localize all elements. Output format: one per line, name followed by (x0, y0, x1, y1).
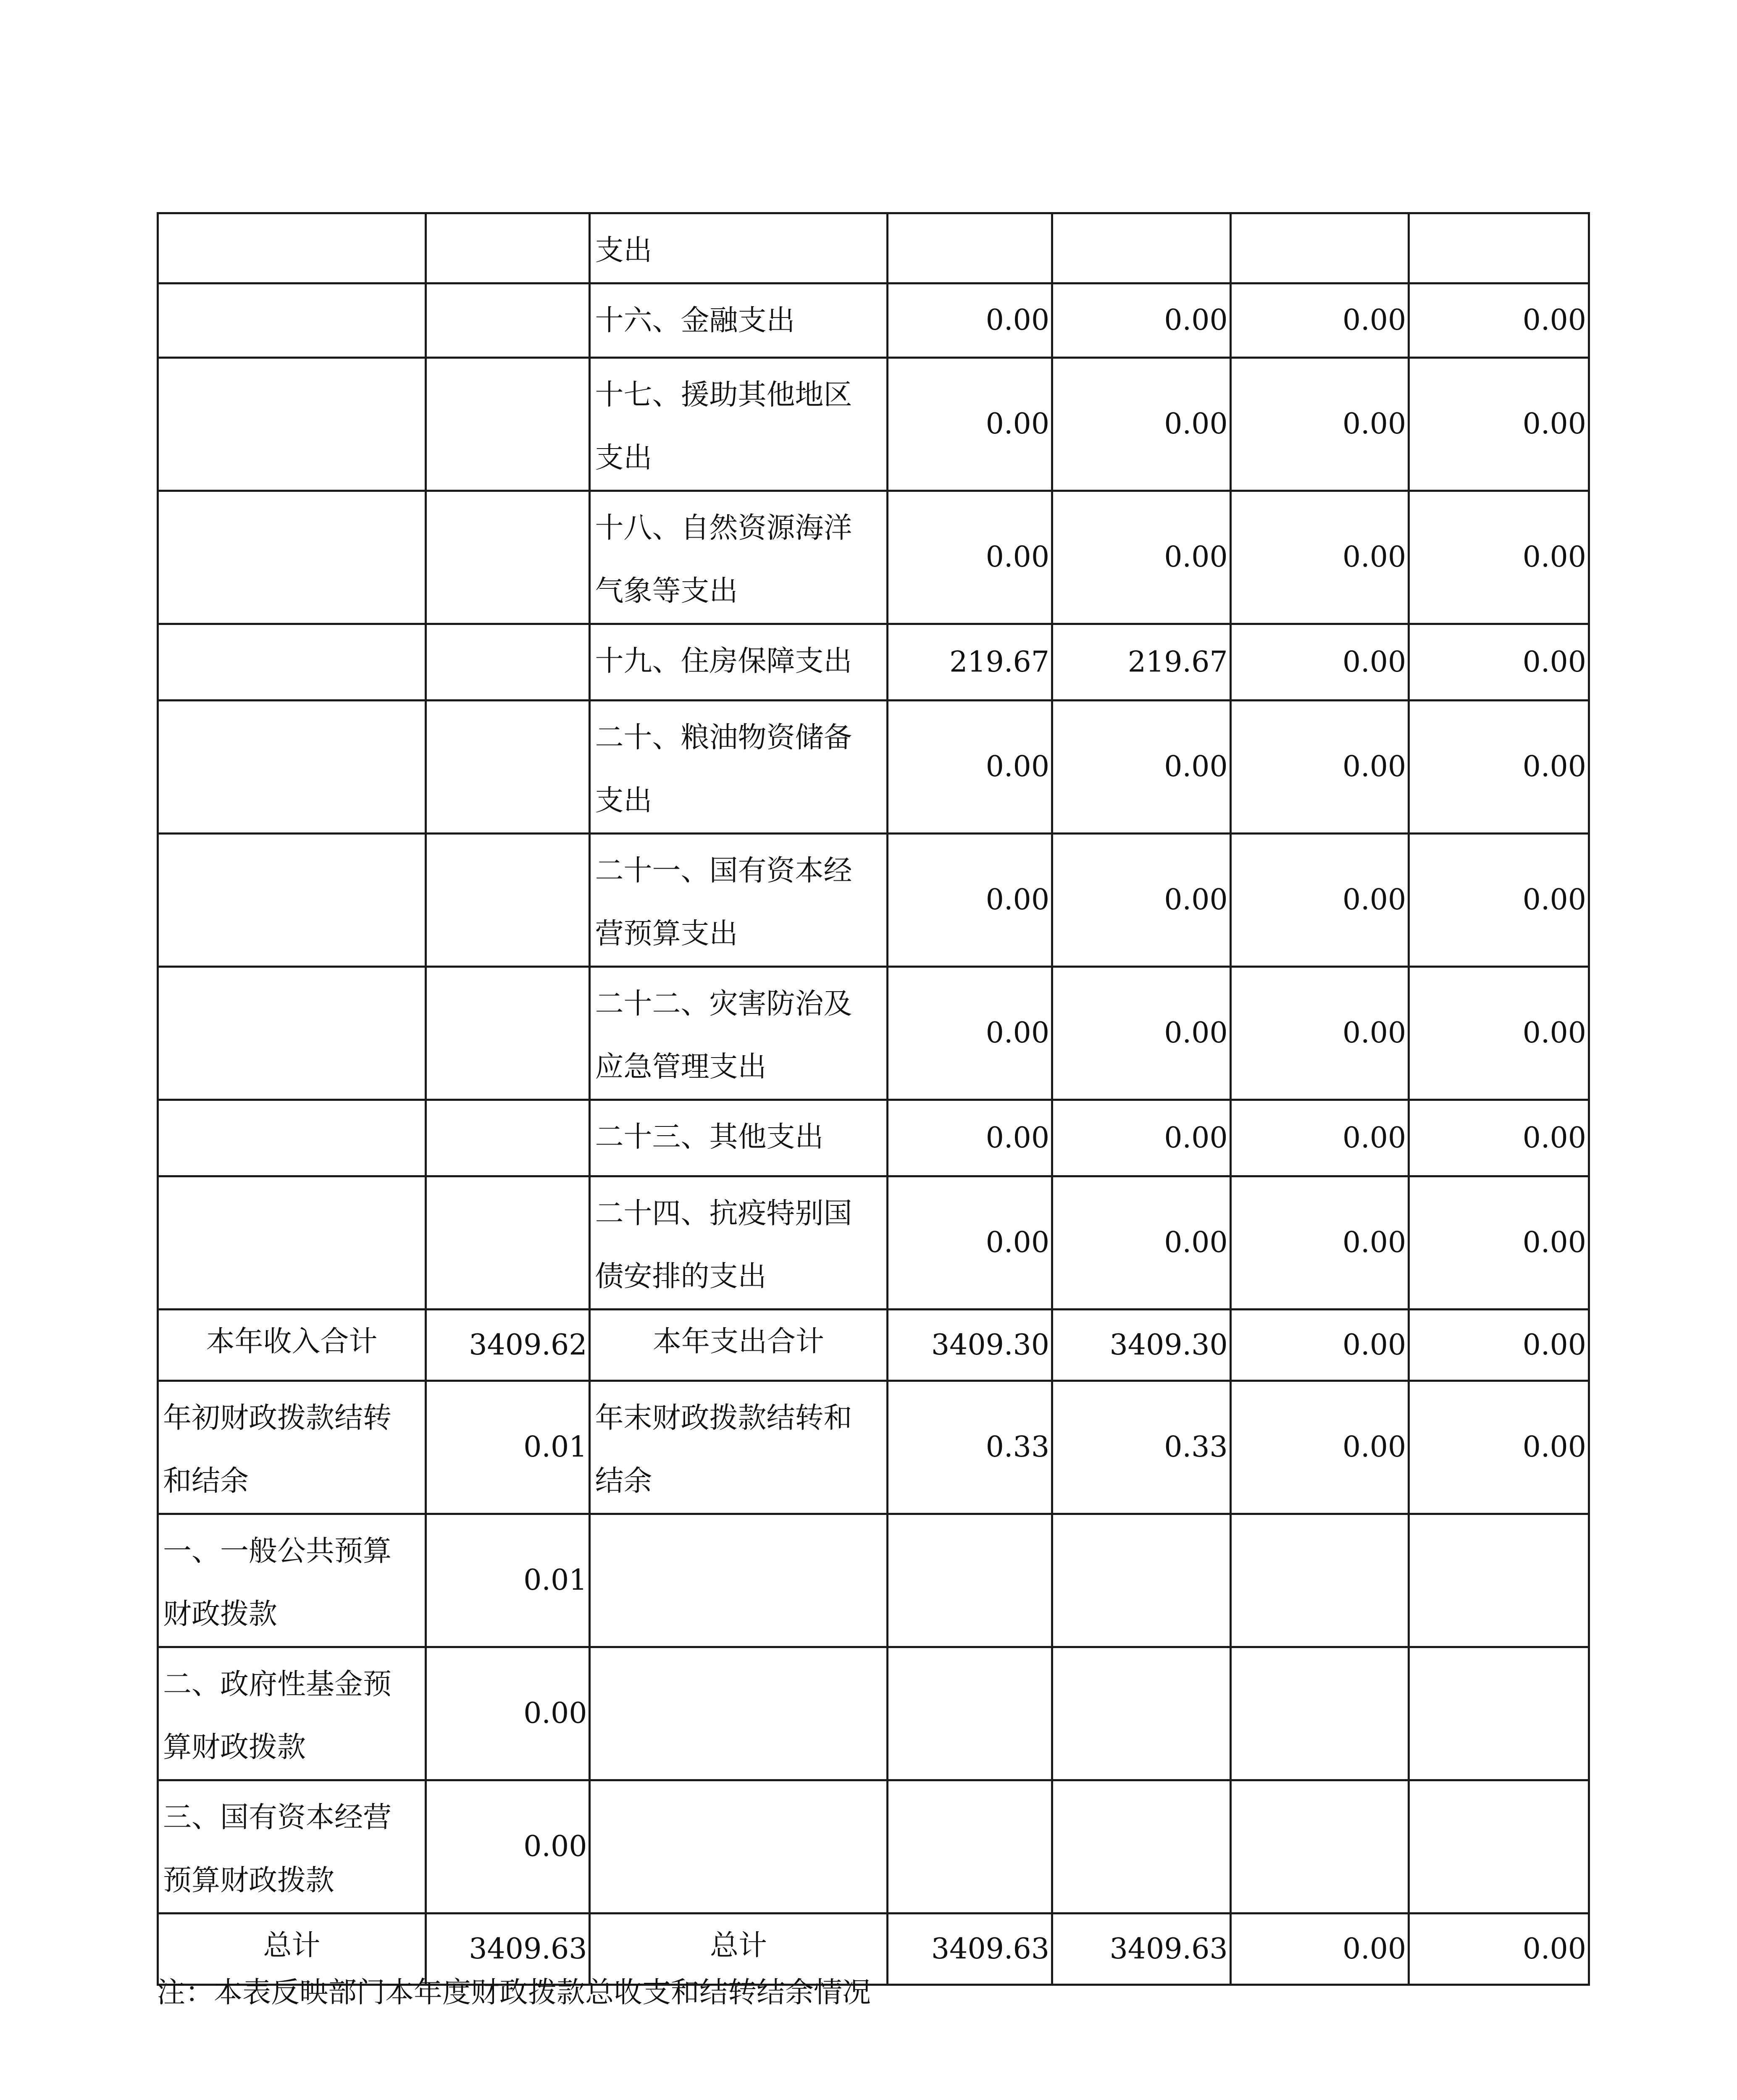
expense-total-cell-text: 3409.30 (931, 1328, 1050, 1362)
expense-total-cell (887, 1310, 1052, 1381)
government-fund-cell-text: 0.00 (1342, 304, 1406, 337)
state-capital-cell-text: 0.00 (1522, 1121, 1586, 1155)
expense-item-cell (590, 1647, 887, 1780)
state-capital-cell (1409, 1914, 1589, 1985)
state-capital-cell-text: 0.00 (1522, 541, 1586, 574)
expense-item-cell (590, 834, 887, 967)
state-capital-cell (1409, 1100, 1589, 1176)
state-capital-cell (1409, 284, 1589, 358)
government-fund-cell-text: 0.00 (1342, 883, 1406, 916)
income-item-cell (158, 1514, 426, 1647)
expense-total-cell-text: 0.00 (985, 1016, 1050, 1050)
income-item-cell-text: 三、国有资本经营 预算财政拨款 (163, 1801, 392, 1897)
income-amount-cell (426, 1310, 590, 1381)
government-fund-cell (1230, 1176, 1409, 1310)
state-capital-cell-text: 0.00 (1522, 645, 1586, 679)
government-fund-cell-text: 0.00 (1342, 1328, 1406, 1362)
general-budget-cell (1052, 1310, 1231, 1381)
expense-item-cell (590, 1100, 887, 1176)
expense-total-cell (887, 213, 1052, 284)
expense-total-cell (887, 358, 1052, 491)
expense-item-cell-text: 本年支出合计 (652, 1325, 824, 1358)
state-capital-cell (1409, 834, 1589, 967)
government-fund-cell (1230, 1514, 1409, 1647)
government-fund-cell-text: 0.00 (1342, 645, 1406, 679)
government-fund-cell (1230, 624, 1409, 701)
table-row (158, 1310, 1589, 1381)
income-amount-cell (426, 1780, 590, 1914)
table-row (158, 491, 1589, 624)
table-row (158, 701, 1589, 834)
expense-total-cell (887, 1647, 1052, 1780)
expense-total-cell (887, 1914, 1052, 1985)
income-item-cell (158, 1100, 426, 1176)
budget-table (157, 212, 1590, 1986)
general-budget-cell (1052, 284, 1231, 358)
expense-item-cell-text: 十九、住房保障支出 (595, 645, 852, 678)
state-capital-cell-text: 0.00 (1522, 1226, 1586, 1259)
general-budget-cell (1052, 1514, 1231, 1647)
state-capital-cell (1409, 1780, 1589, 1914)
general-budget-cell-text: 0.00 (1164, 1121, 1228, 1155)
general-budget-cell (1052, 1176, 1231, 1310)
expense-item-cell (590, 701, 887, 834)
expense-item-cell (590, 1514, 887, 1647)
general-budget-cell-text: 0.00 (1164, 407, 1228, 441)
expense-total-cell (887, 1381, 1052, 1514)
expense-total-cell-text: 0.00 (985, 541, 1050, 574)
income-item-cell-text: 总计 (263, 1929, 321, 1962)
income-item-cell (158, 1310, 426, 1381)
expense-total-cell (887, 1780, 1052, 1914)
state-capital-cell (1409, 624, 1589, 701)
expense-item-cell (590, 1176, 887, 1310)
income-item-cell (158, 491, 426, 624)
state-capital-cell-text: 0.00 (1522, 1328, 1586, 1362)
general-budget-cell-text: 0.33 (1164, 1431, 1228, 1464)
expense-item-cell-text: 总计 (710, 1929, 767, 1962)
table-row (158, 1780, 1589, 1914)
government-fund-cell-text: 0.00 (1342, 541, 1406, 574)
expense-item-cell-text: 二十二、灾害防治及 应急管理支出 (595, 987, 852, 1084)
income-amount-cell (426, 967, 590, 1100)
expense-item-cell-text: 十七、援助其他地区 支出 (595, 378, 852, 475)
expense-item-cell (590, 213, 887, 284)
income-item-cell (158, 624, 426, 701)
expense-total-cell (887, 1514, 1052, 1647)
expense-item-cell-text: 支出 (595, 234, 652, 267)
income-amount-cell (426, 834, 590, 967)
general-budget-cell (1052, 358, 1231, 491)
expense-item-cell (590, 1381, 887, 1514)
government-fund-cell-text: 0.00 (1342, 1121, 1406, 1155)
government-fund-cell (1230, 967, 1409, 1100)
expense-item-cell-text: 二十三、其他支出 (595, 1121, 824, 1154)
state-capital-cell-text: 0.00 (1522, 1932, 1586, 1966)
expense-total-cell-text: 0.00 (985, 1121, 1050, 1155)
expense-total-cell (887, 967, 1052, 1100)
income-amount-cell-text: 3409.63 (469, 1932, 587, 1966)
state-capital-cell (1409, 1647, 1589, 1780)
table-row (158, 1514, 1589, 1647)
general-budget-cell-text: 0.00 (1164, 1016, 1228, 1050)
expense-item-cell-text: 年末财政拨款结转和 结余 (595, 1402, 852, 1498)
table-row (158, 213, 1589, 284)
general-budget-cell-text: 0.00 (1164, 750, 1228, 783)
income-item-cell (158, 1780, 426, 1914)
state-capital-cell-text: 0.00 (1522, 304, 1586, 337)
expense-item-cell-text: 二十、粮油物资储备 支出 (595, 721, 852, 817)
state-capital-cell (1409, 213, 1589, 284)
general-budget-cell (1052, 1381, 1231, 1514)
income-amount-cell (426, 213, 590, 284)
government-fund-cell-text: 0.00 (1342, 1932, 1406, 1966)
general-budget-cell (1052, 624, 1231, 701)
income-amount-cell-text: 0.01 (523, 1564, 587, 1597)
general-budget-cell-text: 3409.63 (1109, 1932, 1228, 1966)
government-fund-cell (1230, 701, 1409, 834)
expense-item-cell-text: 二十一、国有资本经 营预算支出 (595, 854, 852, 950)
general-budget-cell (1052, 491, 1231, 624)
expense-item-cell (590, 491, 887, 624)
government-fund-cell (1230, 491, 1409, 624)
general-budget-cell-text: 0.00 (1164, 883, 1228, 916)
government-fund-cell-text: 0.00 (1342, 1226, 1406, 1259)
expense-item-cell-text: 十六、金融支出 (595, 304, 795, 337)
expense-total-cell (887, 1176, 1052, 1310)
state-capital-cell (1409, 967, 1589, 1100)
general-budget-cell (1052, 213, 1231, 284)
expense-total-cell (887, 701, 1052, 834)
table-footnote: 注：本表反映部门本年度财政拨款总收支和结转结余情况 (157, 1976, 871, 2009)
government-fund-cell (1230, 834, 1409, 967)
government-fund-cell (1230, 284, 1409, 358)
income-amount-cell (426, 1514, 590, 1647)
government-fund-cell (1230, 1914, 1409, 1985)
general-budget-cell-text: 0.00 (1164, 304, 1228, 337)
income-item-cell (158, 1381, 426, 1514)
state-capital-cell-text: 0.00 (1522, 883, 1586, 916)
table-row (158, 1381, 1589, 1514)
income-item-cell (158, 358, 426, 491)
income-amount-cell (426, 701, 590, 834)
table-row (158, 967, 1589, 1100)
expense-total-cell-text: 219.67 (949, 645, 1050, 679)
general-budget-cell (1052, 1647, 1231, 1780)
general-budget-cell-text: 219.67 (1127, 645, 1228, 679)
income-item-cell (158, 834, 426, 967)
income-item-cell (158, 701, 426, 834)
expense-item-cell (590, 624, 887, 701)
expense-total-cell-text: 3409.63 (931, 1932, 1050, 1966)
state-capital-cell (1409, 1514, 1589, 1647)
expense-total-cell (887, 1100, 1052, 1176)
government-fund-cell-text: 0.00 (1342, 750, 1406, 783)
general-budget-cell-text: 3409.30 (1109, 1328, 1228, 1362)
expense-total-cell-text: 0.00 (985, 407, 1050, 441)
state-capital-cell-text: 0.00 (1522, 750, 1586, 783)
table-row (158, 284, 1589, 358)
state-capital-cell (1409, 1176, 1589, 1310)
state-capital-cell (1409, 358, 1589, 491)
government-fund-cell-text: 0.00 (1342, 407, 1406, 441)
government-fund-cell (1230, 213, 1409, 284)
table-row (158, 1176, 1589, 1310)
government-fund-cell (1230, 1310, 1409, 1381)
general-budget-cell-text: 0.00 (1164, 541, 1228, 574)
general-budget-cell (1052, 834, 1231, 967)
income-amount-cell-text: 0.01 (523, 1431, 587, 1464)
expense-total-cell-text: 0.33 (985, 1431, 1050, 1464)
state-capital-cell-text: 0.00 (1522, 407, 1586, 441)
expense-total-cell-text: 0.00 (985, 1226, 1050, 1259)
general-budget-cell (1052, 1100, 1231, 1176)
government-fund-cell (1230, 1100, 1409, 1176)
expense-item-cell (590, 967, 887, 1100)
expense-item-cell (590, 1780, 887, 1914)
table-row (158, 358, 1589, 491)
table-row (158, 834, 1589, 967)
expense-item-cell-text: 二十四、抗疫特别国 债安排的支出 (595, 1197, 852, 1293)
income-amount-cell (426, 1100, 590, 1176)
expense-total-cell-text: 0.00 (985, 883, 1050, 916)
expense-item-cell (590, 1310, 887, 1381)
state-capital-cell-text: 0.00 (1522, 1016, 1586, 1050)
government-fund-cell (1230, 1381, 1409, 1514)
expense-item-cell-text: 十八、自然资源海洋 气象等支出 (595, 512, 852, 608)
income-amount-cell-text: 0.00 (523, 1697, 587, 1730)
expense-item-cell (590, 284, 887, 358)
government-fund-cell (1230, 358, 1409, 491)
general-budget-cell (1052, 1780, 1231, 1914)
income-item-cell-text: 本年收入合计 (206, 1325, 378, 1358)
income-item-cell (158, 967, 426, 1100)
general-budget-cell (1052, 1914, 1231, 1985)
income-item-cell-text: 二、政府性基金预 算财政拨款 (163, 1668, 392, 1764)
general-budget-cell-text: 0.00 (1164, 1226, 1228, 1259)
income-item-cell (158, 213, 426, 284)
state-capital-cell (1409, 1310, 1589, 1381)
income-amount-cell (426, 624, 590, 701)
expense-total-cell-text: 0.00 (985, 304, 1050, 337)
table-row (158, 1100, 1589, 1176)
income-amount-cell (426, 284, 590, 358)
state-capital-cell (1409, 1381, 1589, 1514)
income-amount-cell (426, 1176, 590, 1310)
expense-total-cell (887, 491, 1052, 624)
state-capital-cell (1409, 701, 1589, 834)
expense-item-cell (590, 358, 887, 491)
income-amount-cell (426, 491, 590, 624)
state-capital-cell-text: 0.00 (1522, 1431, 1586, 1464)
income-amount-cell (426, 1647, 590, 1780)
income-amount-cell-text: 3409.62 (469, 1328, 587, 1362)
expense-total-cell (887, 284, 1052, 358)
government-fund-cell (1230, 1780, 1409, 1914)
government-fund-cell-text: 0.00 (1342, 1431, 1406, 1464)
income-item-cell-text: 年初财政拨款结转 和结余 (163, 1402, 392, 1498)
income-item-cell (158, 284, 426, 358)
table-row (158, 1647, 1589, 1780)
general-budget-cell (1052, 967, 1231, 1100)
general-budget-cell (1052, 701, 1231, 834)
government-fund-cell-text: 0.00 (1342, 1016, 1406, 1050)
expense-total-cell-text: 0.00 (985, 750, 1050, 783)
income-item-cell-text: 一、一般公共预算 财政拨款 (163, 1535, 392, 1631)
income-amount-cell (426, 1381, 590, 1514)
table-row (158, 624, 1589, 701)
income-item-cell (158, 1176, 426, 1310)
income-item-cell (158, 1647, 426, 1780)
expense-total-cell (887, 624, 1052, 701)
income-amount-cell-text: 0.00 (523, 1830, 587, 1863)
state-capital-cell (1409, 491, 1589, 624)
expense-total-cell (887, 834, 1052, 967)
government-fund-cell (1230, 1647, 1409, 1780)
income-amount-cell (426, 358, 590, 491)
